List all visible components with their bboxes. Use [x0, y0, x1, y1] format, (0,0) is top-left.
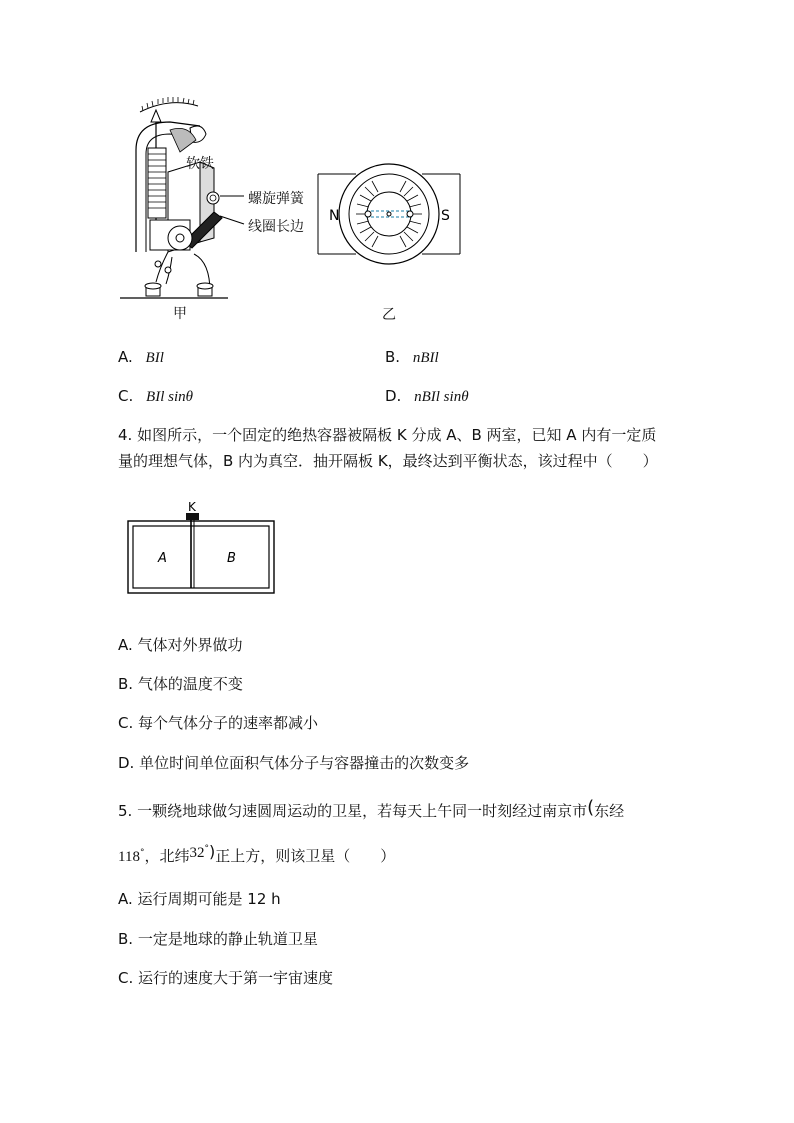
- galvanometer-figure: [110, 92, 340, 322]
- label-coil-long-side: 线圈长边: [248, 219, 304, 235]
- q5-option-a: A. 运行周期可能是 12 h: [118, 890, 281, 908]
- option-expr: nBIl: [412, 350, 439, 366]
- partition-k-label: K: [188, 500, 196, 514]
- q5-option-c: C. 运行的速度大于第一宇宙速度: [118, 969, 334, 987]
- option-letter: B.: [385, 348, 401, 366]
- degree-mark-2: °: [204, 844, 209, 854]
- q4-option-c: C. 每个气体分子的速率都减小: [118, 714, 319, 732]
- caption-yi: 乙: [382, 307, 396, 323]
- q3-option-b: [385, 347, 439, 368]
- q4-stem-line1: 4. 如图所示，一个固定的绝热容器被隔板 K 分成 A、B 两室，已知 A 内有一定质: [118, 426, 657, 444]
- q4-option-a: A. 气体对外界做功: [118, 636, 243, 654]
- q3-option-c: [118, 386, 193, 407]
- caption-jia: 甲: [173, 306, 187, 322]
- chamber-a-label: A: [158, 551, 167, 566]
- q3-option-d: [385, 386, 469, 407]
- radial-field-figure: [316, 158, 462, 274]
- q5-stem-line1: [118, 797, 625, 821]
- q5-paren-open: (: [587, 797, 595, 818]
- q5-paren-close: ): [208, 842, 216, 861]
- q3-option-a: [118, 347, 164, 368]
- q5-longitude-value: 118: [118, 849, 140, 865]
- q4-option-b: B. 气体的温度不变: [118, 675, 243, 693]
- degree-mark: °: [139, 848, 145, 858]
- q5-latitude-value: 32: [189, 845, 205, 861]
- q5-text: 5. 一颗绕地球做匀速圆周运动的卫星，若每天上午同一时刻经过南京市: [118, 802, 588, 820]
- option-letter: A.: [118, 348, 133, 366]
- q5-stem-line2: [118, 843, 395, 867]
- container-figure: [124, 500, 280, 600]
- option-expr: BIl: [145, 350, 164, 366]
- option-expr: BIl sinθ: [146, 389, 193, 405]
- pole-south: S: [441, 208, 450, 224]
- q5-option-b: B. 一定是地球的静止轨道卫星: [118, 930, 318, 948]
- q4-option-d: D. 单位时间单位面积气体分子与容器撞击的次数变多: [118, 754, 470, 772]
- option-expr: nBIl sinθ: [414, 389, 469, 405]
- option-letter: D.: [385, 387, 402, 405]
- q4-stem-line2: 量的理想气体，B 内为真空．抽开隔板 K，最终达到平衡状态，该过程中（ ）: [118, 452, 658, 470]
- q5-stem-tail: 正上方，则该卫星（ ）: [215, 847, 396, 865]
- option-letter: C.: [118, 387, 134, 405]
- label-spiral-spring: 螺旋弹簧: [248, 191, 304, 207]
- q5-north-latitude: ，北纬: [144, 847, 190, 865]
- label-soft-iron: 软铁: [186, 156, 214, 172]
- chamber-b-label: B: [227, 551, 236, 566]
- pole-north: N: [329, 208, 340, 224]
- q5-east-longitude: 东经: [594, 802, 625, 820]
